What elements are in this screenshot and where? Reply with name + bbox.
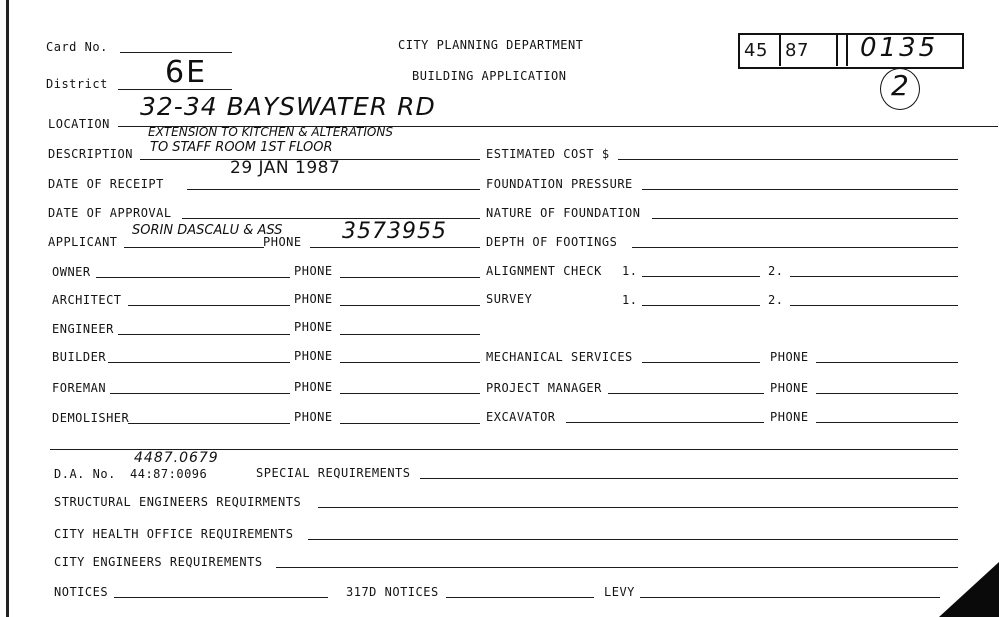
ref-month: 87 <box>785 40 809 61</box>
ref-divider-3 <box>846 35 848 66</box>
owner-label: OWNER <box>52 265 91 279</box>
owner-phone-line <box>340 277 480 278</box>
builder-label: BUILDER <box>52 350 107 364</box>
mechanical-services-line <box>642 362 760 363</box>
survey-item-1-line <box>642 305 760 306</box>
circled-number: 2 <box>891 69 909 102</box>
date-of-receipt-value: 29 JAN 1987 <box>230 158 341 178</box>
notices-317d-label: 317D NOTICES <box>346 585 439 599</box>
mechanical-services-label: MECHANICAL SERVICES <box>486 350 633 364</box>
foreman-line <box>110 393 290 394</box>
excavator-phone-label: PHONE <box>770 410 809 424</box>
demolisher-phone-line <box>340 423 480 424</box>
excavator-label: EXCAVATOR <box>486 410 556 424</box>
demolisher-line <box>128 423 290 424</box>
date-of-receipt-label: DATE OF RECEIPT <box>48 177 164 191</box>
survey-item-2-line <box>790 305 958 306</box>
builder-phone-label: PHONE <box>294 349 333 363</box>
ref-divider-1 <box>779 35 781 66</box>
applicant-phone-value: 3573955 <box>342 219 447 244</box>
ref-year: 45 <box>744 40 768 61</box>
foreman-label: FOREMAN <box>52 381 107 395</box>
applicant-value: SORIN DASCALU & ASS <box>132 223 283 238</box>
location-value: 32-34 BAYSWATER RD <box>140 92 436 121</box>
owner-phone-label: PHONE <box>294 264 333 278</box>
notices-line <box>114 597 328 598</box>
district-value: 6E <box>165 55 208 90</box>
demolisher-label: DEMOLISHER <box>52 411 130 425</box>
depth-of-footings-line <box>632 247 958 248</box>
applicant-phone-line <box>310 247 480 248</box>
depth-of-footings-label: DEPTH OF FOOTINGS <box>486 235 618 249</box>
owner-line <box>96 277 290 278</box>
survey-label: SURVEY <box>486 292 533 306</box>
alignment-item-2-line <box>790 276 958 277</box>
architect-phone-line <box>340 305 480 306</box>
alignment-item-1: 1. <box>622 264 638 278</box>
form-title: BUILDING APPLICATION <box>412 69 567 83</box>
mechanical-services-phone-label: PHONE <box>770 350 809 364</box>
demolisher-phone-label: PHONE <box>294 410 333 424</box>
da-no-label: D.A. No. <box>54 467 116 481</box>
engineer-phone-line <box>340 334 480 335</box>
project-manager-phone-label: PHONE <box>770 381 809 395</box>
card-no-label: Card No. <box>46 40 108 54</box>
foundation-pressure-label: FOUNDATION PRESSURE <box>486 177 633 191</box>
project-manager-phone-line <box>816 393 958 394</box>
foundation-pressure-line <box>642 189 958 190</box>
alignment-item-2: 2. <box>768 264 784 278</box>
survey-item-1: 1. <box>622 293 638 307</box>
excavator-line <box>566 422 764 423</box>
special-requirements-label: SPECIAL REQUIREMENTS <box>256 466 411 480</box>
mechanical-services-phone-line <box>816 362 958 363</box>
project-manager-line <box>608 393 764 394</box>
engineer-label: ENGINEER <box>52 322 114 336</box>
department-title: CITY PLANNING DEPARTMENT <box>398 38 584 52</box>
applicant-phone-label: PHONE <box>263 235 302 249</box>
engineer-phone-label: PHONE <box>294 320 333 334</box>
da-no-value: 44:87:0096 <box>130 467 208 481</box>
builder-phone-line <box>340 362 480 363</box>
applicant-label: APPLICANT <box>48 235 118 249</box>
levy-label: LEVY <box>604 585 635 599</box>
health-requirements-line <box>308 539 958 540</box>
ref-number: 0135 <box>860 33 939 63</box>
special-requirements-line <box>420 478 958 479</box>
architect-line <box>128 305 290 306</box>
description-line-2: TO STAFF ROOM 1ST FLOOR <box>150 140 333 155</box>
engineer-line <box>118 334 290 335</box>
health-requirements-label: CITY HEALTH OFFICE REQUIREMENTS <box>54 527 294 541</box>
torn-corner <box>939 562 999 617</box>
description-label: DESCRIPTION <box>48 147 133 161</box>
date-of-receipt-line <box>187 189 480 190</box>
date-of-approval-label: DATE OF APPROVAL <box>48 206 172 220</box>
notices-317d-line <box>446 597 594 598</box>
da-no-correction: 4487.0679 <box>134 450 219 466</box>
foreman-phone-line <box>340 393 480 394</box>
card-left-edge <box>6 0 9 617</box>
nature-of-foundation-label: NATURE OF FOUNDATION <box>486 206 641 220</box>
location-label: LOCATION <box>48 117 110 131</box>
excavator-phone-line <box>816 422 958 423</box>
card-no-line <box>120 52 232 53</box>
builder-line <box>108 362 290 363</box>
levy-line <box>640 597 940 598</box>
alignment-check-label: ALIGNMENT CHECK <box>486 264 602 278</box>
district-label: District <box>46 77 108 91</box>
nature-of-foundation-line <box>652 218 958 219</box>
city-engineers-requirements-line <box>276 567 958 568</box>
notices-label: NOTICES <box>54 585 109 599</box>
estimated-cost-line <box>618 159 958 160</box>
architect-label: ARCHITECT <box>52 293 122 307</box>
description-line-1: EXTENSION TO KITCHEN & ALTERATIONS <box>148 125 393 139</box>
architect-phone-label: PHONE <box>294 292 333 306</box>
ref-divider-2 <box>836 35 838 66</box>
structural-requirements-label: STRUCTURAL ENGINEERS REQUIRMENTS <box>54 495 302 509</box>
alignment-item-1-line <box>642 276 760 277</box>
city-engineers-requirements-label: CITY ENGINEERS REQUIREMENTS <box>54 555 263 569</box>
survey-item-2: 2. <box>768 293 784 307</box>
estimated-cost-label: ESTIMATED COST $ <box>486 147 610 161</box>
structural-requirements-line <box>318 507 958 508</box>
project-manager-label: PROJECT MANAGER <box>486 381 602 395</box>
foreman-phone-label: PHONE <box>294 380 333 394</box>
applicant-line <box>124 247 264 248</box>
